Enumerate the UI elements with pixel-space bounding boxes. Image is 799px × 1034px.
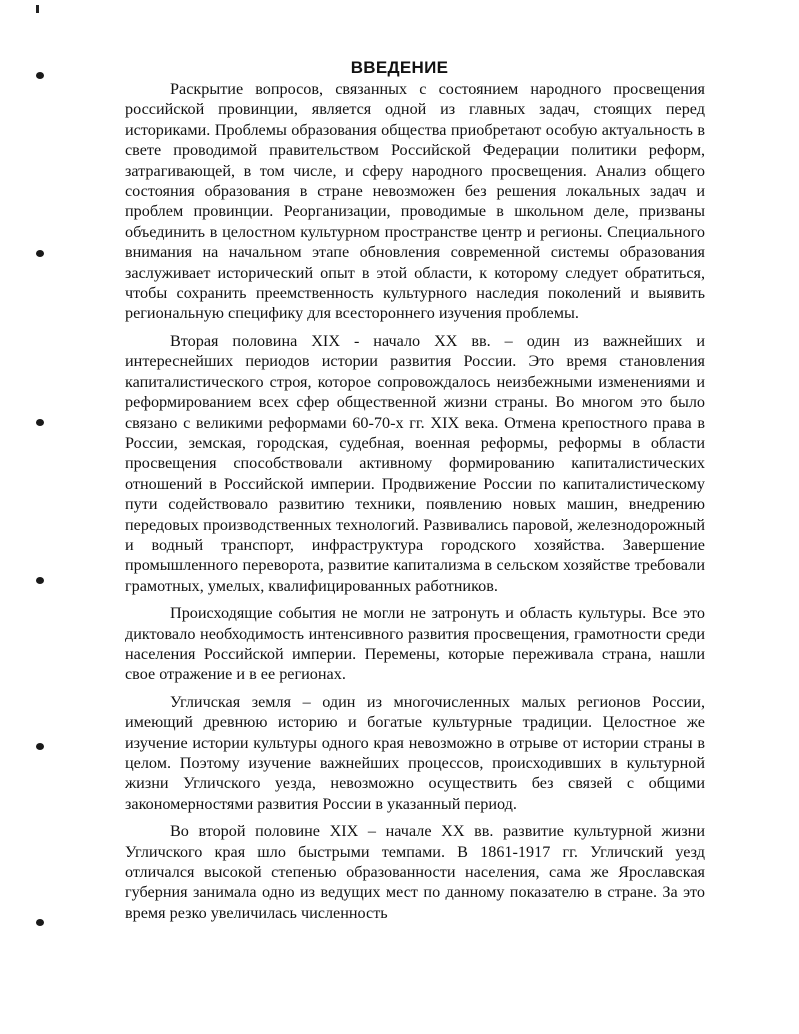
binder-hole-mark <box>36 577 44 584</box>
body-text <box>125 79 705 923</box>
binder-hole-mark <box>36 419 44 426</box>
paragraph: Во второй половине XIX – начале XX вв. развитие культурной жизни Угличского края шло быстрыми темпами. В 1861-1917 гг. Угличский уезд отличался высокой степенью образованности населения, сама же Ярославская губерния занимала одно из ведущих мест по данному показателю в стране. За это время резко увеличилась численность <box>125 822 705 922</box>
paragraph: Происходящие события не могли не затронуть и область культуры. Все это диктовало необходимость интенсивного развития просвещения, грамотности среди населения Российской империи. Перемены, которые переживала страна, нашли свое отражение и в ее регионах. <box>125 604 705 684</box>
paragraph: Вторая половина XIX - начало XX вв. – один из важнейших и интереснейших периодов истории развития России. Это время становления капиталистического строя, которое сопровождалось неизбежными изменениями и реформированием всех сфер общественной жизни страны. Во многом это было связано с великими реформами 60-70-х гг. XIX века. Отмена крепостного права в России, земская, городская, судебная, военная реформы, реформы в области просвещения способствовали активному формированию капиталистических отношений в Российской империи. Продвижение России по капиталистическому пути содействовало развитию техники, появлению новых машин, внедрению передовых производственных технологий. Развивались паровой, железнодорожный и водный транспорт, инфраструктура городского хозяйства. Завершение промышленного переворота, развитие капитализма в сельском хозяйстве требовали грамотных, умелых, квалифицированных работников. <box>125 331 705 595</box>
scan-mark <box>36 5 39 13</box>
binder-hole-mark <box>36 743 44 750</box>
paragraph: Раскрытие вопросов, связанных с состоянием народного просвещения российской провинции, является одной из главных задач, стоящих перед историками. Проблемы образования общества приобретают особую актуальность в свете проводимой правительством Российской Федерации политики реформ, затрагивающей, в том числе, и сферу народного просвещения. Анализ общего состояния образования в стране невозможен без решения локальных задач и проблем провинции. Реорганизации, проводимые в школьном деле, призваны объединить в целостном культурном пространстве центр и регионы. Специального внимания на начальном этапе обновления современной системы образования заслуживает исторический опыт в этой области, к которому следует обратиться, чтобы сохранить преемственность культурного наследия поколений и выявить региональную специфику для всестороннего изучения проблемы. <box>125 80 705 323</box>
page-title: ВВЕДЕНИЕ <box>350 58 449 77</box>
binder-hole-mark <box>36 919 44 926</box>
paragraph: Угличская земля – один из многочисленных малых регионов России, имеющий древнюю историю и богатые культурные традиции. Целостное же изучение истории культуры одного края невозможно в отрыве от истории страны в целом. Поэтому изучение важнейших процессов, происходивших в культурной жизни Угличского уезда, невозможно осуществить без связей с общими закономерностями развития России в указанный период. <box>125 692 705 813</box>
binder-hole-mark <box>36 250 44 257</box>
